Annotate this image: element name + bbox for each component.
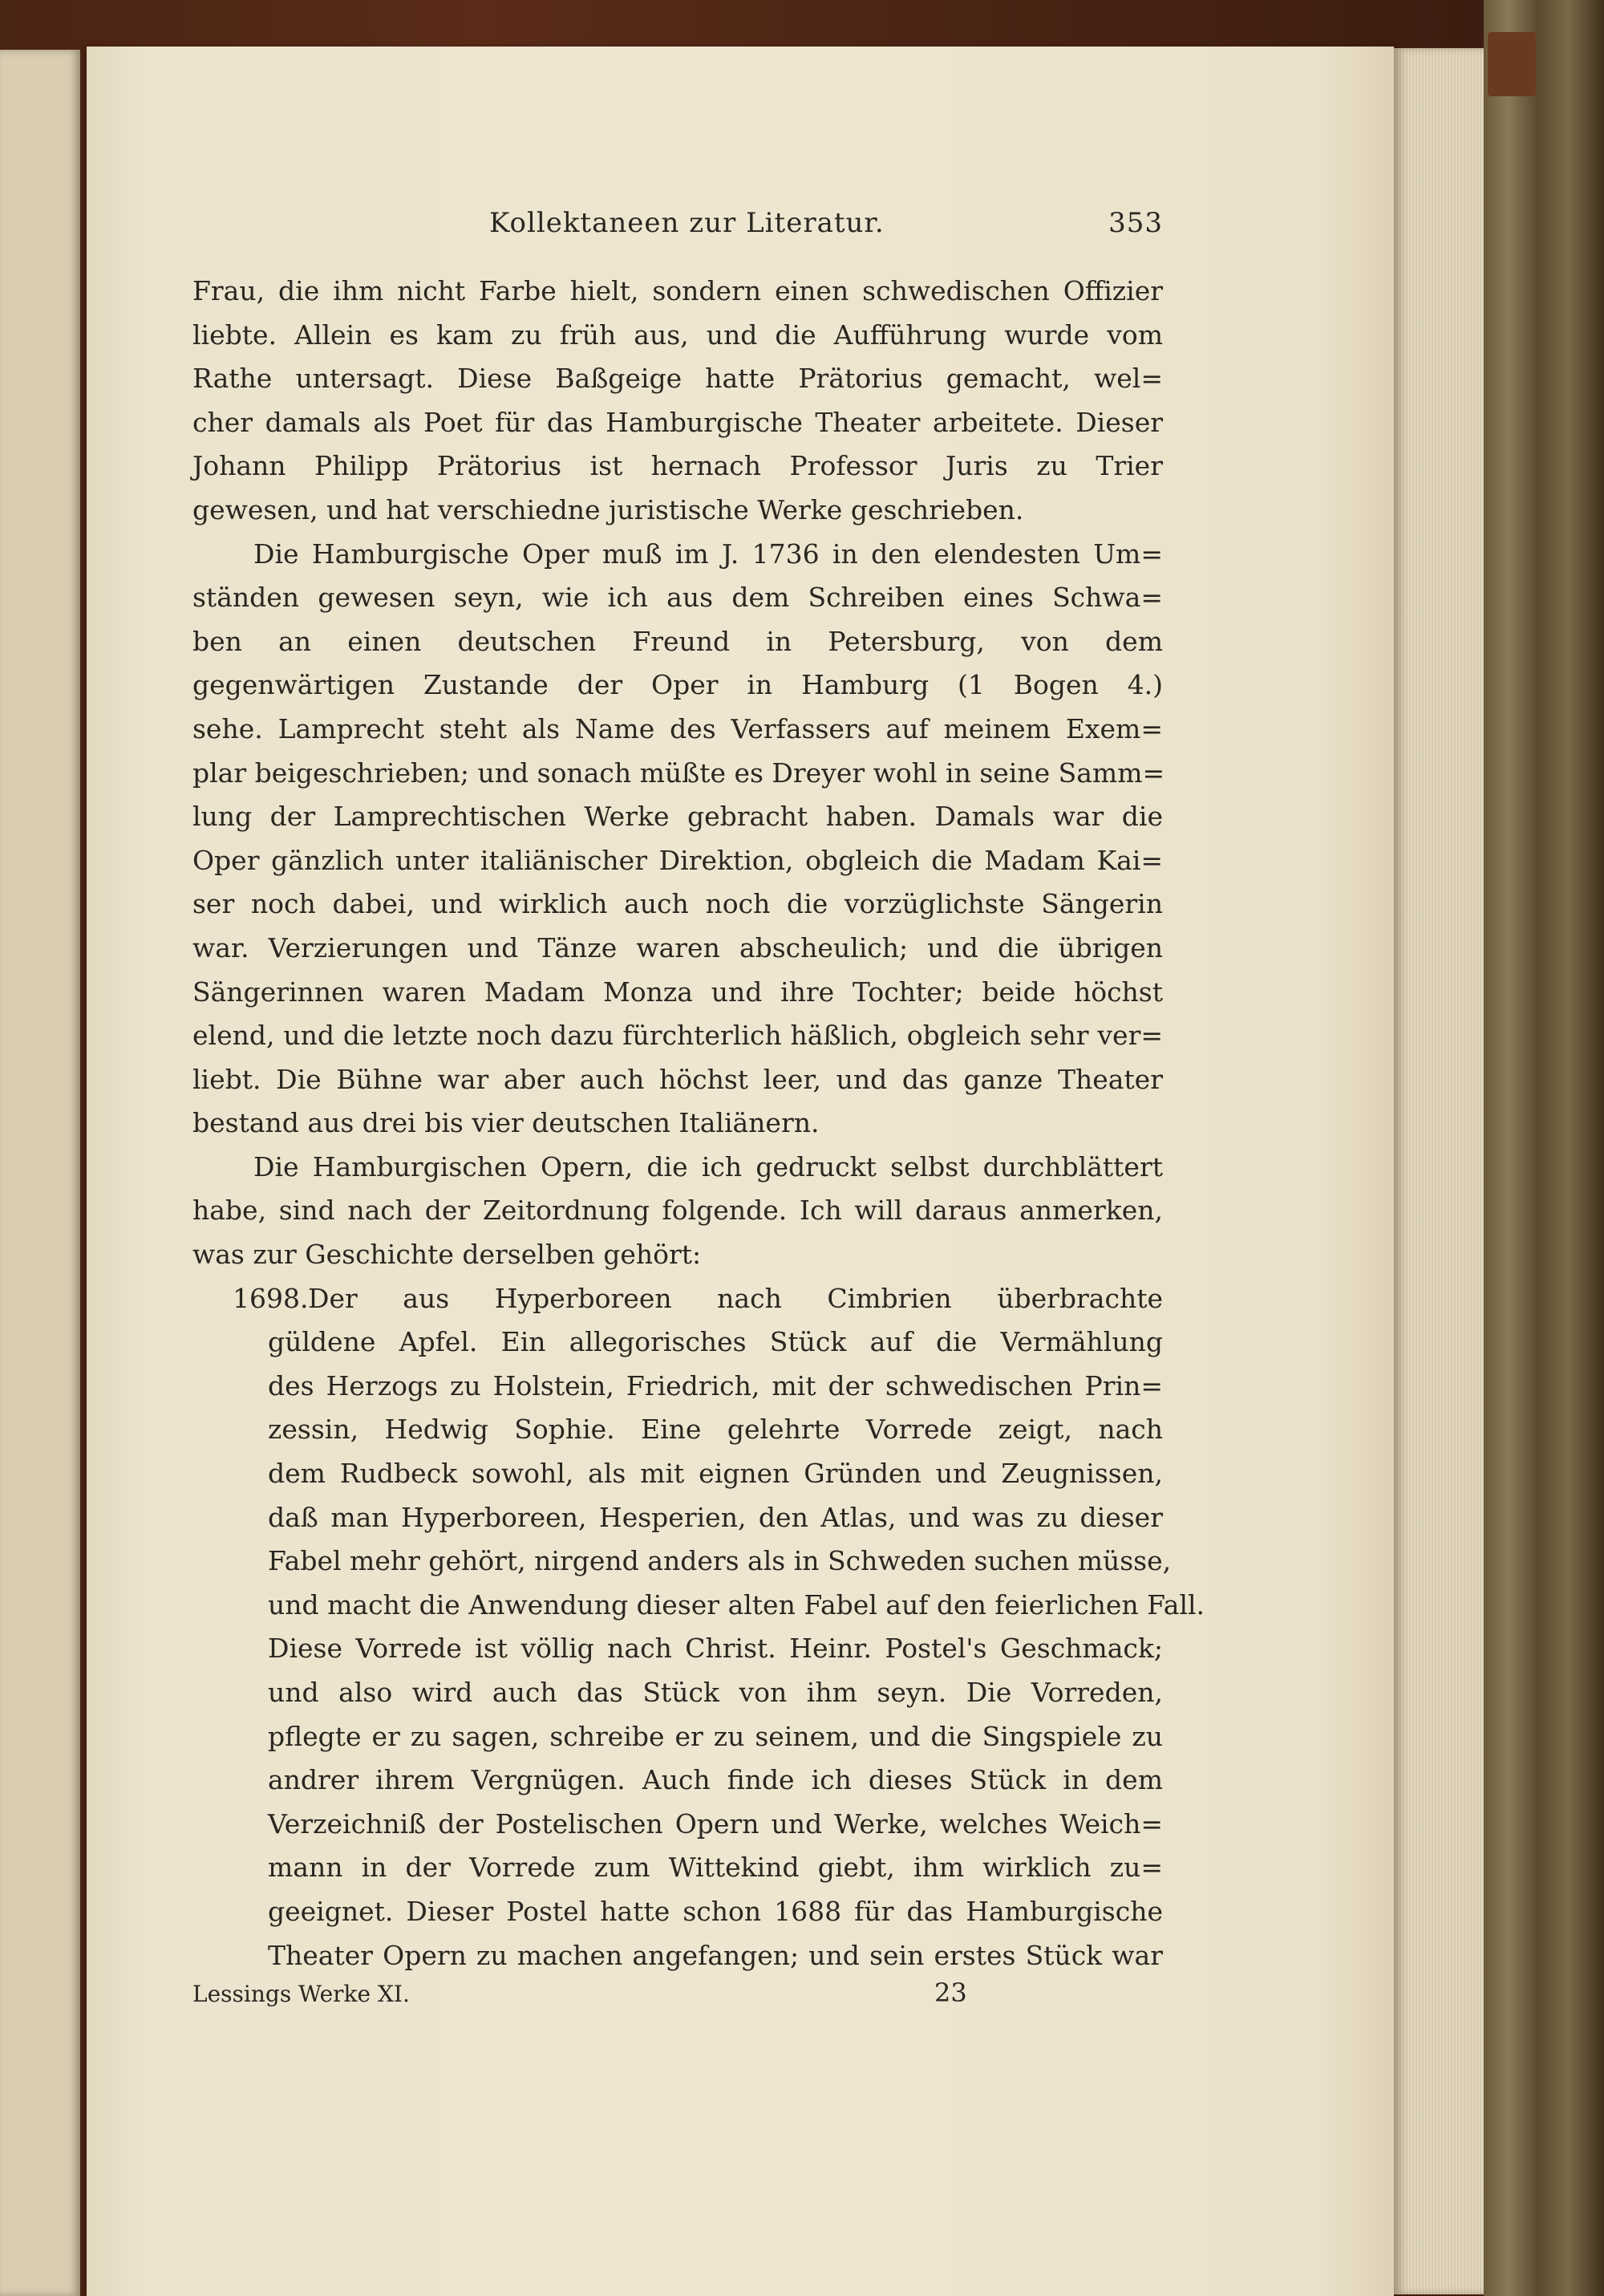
page-text-block [192,207,1205,2018]
text-line: geeignet. Dieser Postel hatte schon 1688 für das Hamburgische [268,1895,1163,1927]
text-line: Johann Philipp Prätorius ist hernach Professor Juris zu Trier [192,450,1163,482]
running-head [192,207,1163,245]
text-line: war. Verzierungen und Tänze waren abscheulich; und die übrigen [192,931,1163,963]
footer-signature: Lessings Werke XI. [192,1981,410,2008]
text-line: Theater Opern zu machen angefangen; und sein erstes Stück war [268,1939,1163,1971]
text-line: daß man Hyperboreen, Hesperien, den Atlas, und was zu dieser [268,1501,1163,1533]
text-line: Oper gänzlich unter italiänischer Direktion, obgleich die Madam Kai= [192,844,1163,876]
page-footer [192,1978,1163,2018]
page-number: 353 [1108,207,1163,239]
text-line: habe, sind nach der Zeitordnung folgende. Ich will daraus anmerken, [192,1195,1163,1227]
text-line: mann in der Vorrede zum Wittekind giebt, ihm wirklich zu= [268,1852,1163,1884]
text-line: und also wird auch das Stück von ihm seyn. Die Vorreden, [268,1677,1163,1708]
text-line: liebt. Die Bühne war aber auch höchst leer, und das ganze Theater [192,1063,1163,1095]
text-line: andrer ihrem Vergnügen. Auch finde ich dieses Stück in dem [268,1764,1163,1796]
text-line: zessin, Hedwig Sophie. Eine gelehrte Vorrede zeigt, nach [268,1414,1163,1446]
text-line: Frau, die ihm nicht Farbe hielt, sondern einen schwedischen Offizier [192,275,1163,306]
text-line: und macht die Anwendung dieser alten Fabel auf den feierlichen Fall. [268,1588,1205,1621]
entry-year: 1698. [233,1282,309,1314]
text-line: Die Hamburgischen Opern, die ich gedruckt selbst durchblättert [253,1150,1163,1182]
text-line: Die Hamburgische Oper muß im J. 1736 in den elendesten Um= [253,537,1163,570]
text-line: ben an einen deutschen Freund in Petersburg, von dem [192,625,1163,657]
text-line: sehe. Lamprecht steht als Name des Verfassers auf meinem Exem= [192,712,1163,744]
text-line: dem Rudbeck sowohl, als mit eignen Gründen und Zeugnissen, [268,1458,1163,1490]
book-board-edge [1484,0,1604,2296]
text-line: Sängerinnen waren Madam Monza und ihre Tochter; beide höchst [192,976,1163,1008]
leather-corner [1488,32,1536,96]
footer-sheet-number: 23 [934,1978,967,2009]
text-line: cher damals als Poet für das Hamburgische Theater arbeitete. Dieser [192,406,1163,438]
text-line: plar beigeschrieben; und sonach müßte es Dreyer wohl in seine Samm= [192,757,1165,789]
entry-title-start: Der aus Hyperboreen nach Cimbrien überbrachte [308,1282,1163,1314]
text-line: lung der Lamprechtischen Werke gebracht haben. Damals war die [192,801,1163,833]
text-line: Diese Vorrede ist völlig nach Christ. Heinr. Postel's Geschmack; [268,1633,1163,1665]
text-line: Verzeichniß der Postelischen Opern und Werke, welches Weich= [268,1807,1163,1840]
text-line: Rathe untersagt. Diese Baßgeige hatte Prätorius gemacht, wel= [192,363,1163,395]
page-edges [1394,48,1484,2294]
text-line: ständen gewesen seyn, wie ich aus dem Schreiben eines Schwa= [192,582,1163,614]
text-line: güldene Apfel. Ein allegorisches Stück auf die Vermählung [268,1326,1163,1358]
text-line: was zur Geschichte derselben gehört: [192,1239,702,1271]
text-line: gegenwärtigen Zustande der Oper in Hamburg (1 Bogen 4.) [192,669,1163,701]
previous-page-edge [0,50,80,2296]
text-line: liebte. Allein es kam zu früh aus, und die Aufführung wurde vom [192,318,1163,351]
text-line: pflegte er zu sagen, schreibe er zu seinem, und die Singspiele zu [268,1720,1163,1752]
text-line: Fabel mehr gehört, nirgend anders als in Schweden suchen müsse, [268,1545,1172,1577]
text-line: gewesen, und hat verschiedne juristische Werke geschrieben. [192,493,1024,525]
text-line: des Herzogs zu Holstein, Friedrich, mit der schwedischen Prin= [268,1369,1163,1402]
running-title: Kollektaneen zur Literatur. [489,207,885,239]
text-line: elend, und die letzte noch dazu fürchterlich häßlich, obgleich sehr ver= [192,1020,1163,1052]
text-line: bestand aus drei bis vier deutschen Italiänern. [192,1107,820,1139]
entry-heading-line [192,1277,1163,1321]
text-line: ser noch dabei, und wirklich auch noch die vorzüglichste Sängerin [192,888,1163,920]
